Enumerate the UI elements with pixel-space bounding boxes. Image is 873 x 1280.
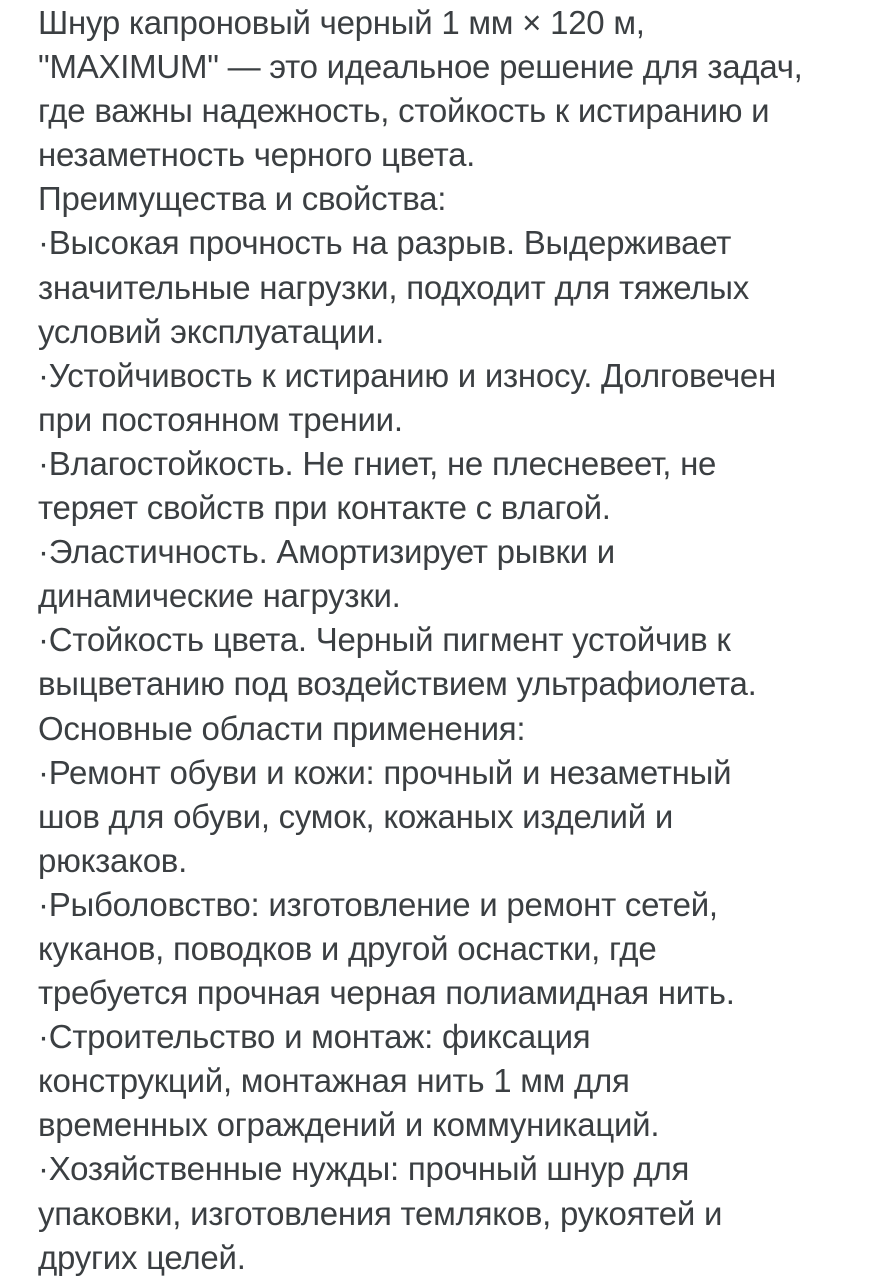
text-line: рюкзаков. [38,841,188,879]
text-line: значительные нагрузки, подходит для тяжелых [38,268,750,306]
text-line: незаметность черного цвета. [38,136,476,174]
text-line: где важны надежность, стойкость к истиранию и [38,92,770,130]
text-line: требуется прочная черная полиамидная нить. [38,974,735,1012]
text-line: ·Влагостойкость. Не гниет, не плесневеет, не [38,444,717,482]
text-line: ·Эластичность. Амортизирует рывки и [38,533,615,571]
text-line: Преимущества и свойства: [38,180,447,218]
text-line: Шнур капроновый черный 1 мм × 120 м, [38,4,645,41]
text-line: конструкций, монтажная нить 1 мм для [38,1062,630,1100]
text-line: ·Строительство и монтаж: фиксация [38,1018,591,1056]
text-line: теряет свойств при контакте с влагой. [38,489,611,527]
text-line: выцветанию под воздействием ультрафиолета. [38,665,757,703]
text-line: других целей. [38,1238,246,1276]
text-line: ·Высокая прочность на разрыв. Выдерживает [38,224,732,262]
text-line: временных ограждений и коммуникаций. [38,1106,660,1144]
text-line: ·Устойчивость к истиранию и износу. Долговечен [38,356,776,394]
text-line: ·Хозяйственные нужды: прочный шнур для [38,1150,690,1188]
text-line: при постоянном трении. [38,400,403,438]
text-line: ·Ремонт обуви и кожи: прочный и незаметный [38,753,732,791]
text-line: ·Стойкость цвета. Черный пигмент устойчив к [38,621,731,659]
text-line: условий эксплуатации. [38,312,384,350]
text-line: "MAXIMUM" — это идеальное решение для задач, [38,48,803,86]
text-line: куканов, поводков и другой оснастки, где [38,929,657,967]
text-line: Основные области применения: [38,709,526,747]
text-line: ·Рыболовство: изготовление и ремонт сетей, [38,885,718,923]
text-line: шов для обуви, сумок, кожаных изделий и [38,797,674,835]
text-line: динамические нагрузки. [38,577,401,615]
text-line: упаковки, изготовления темляков, рукоятей и [38,1194,723,1232]
